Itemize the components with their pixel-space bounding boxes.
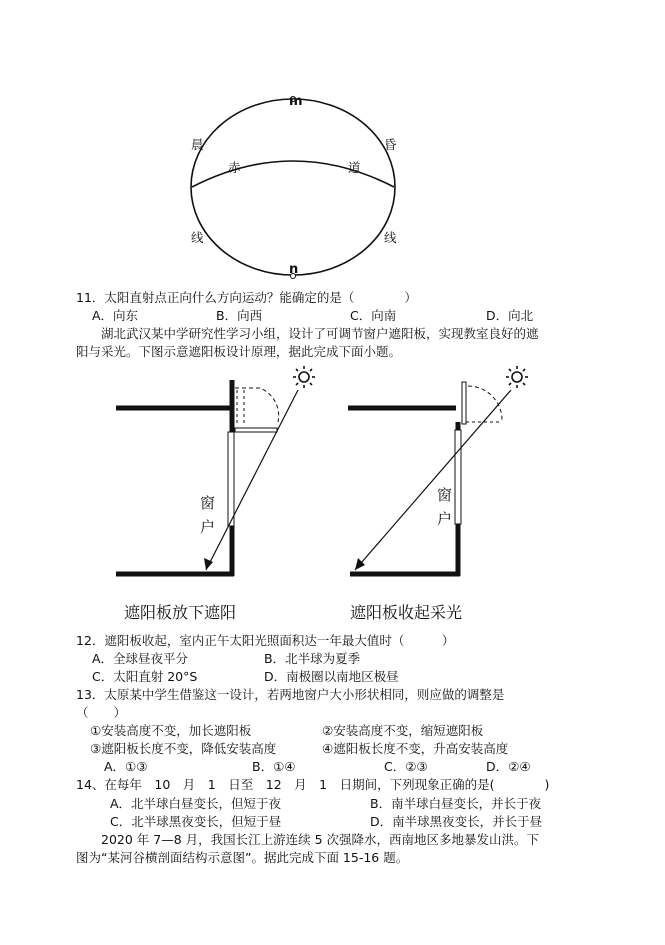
q12-option-d: D．南极圈以南地区极昼 [264, 669, 399, 684]
q11-stem: 11．太阳直射点正向什么方向运动？能确定的是（ ） [76, 290, 417, 305]
q11-option-b: B．向西 [216, 308, 263, 323]
q13-option-a: A．①③ [104, 759, 148, 774]
window-label-left-1: 窗 [200, 494, 216, 512]
q11-option-c: C．向南 [350, 308, 397, 323]
q11-option-d: D．向北 [486, 308, 534, 323]
q13-blank: （ ） [76, 705, 127, 720]
q12-option-b: B．北半球为夏季 [264, 651, 361, 666]
sun-icon [293, 366, 315, 388]
q13-option-b: B．①④ [252, 759, 296, 774]
q13-item-1: ①安装高度不变，加长遮阳板 [90, 723, 252, 738]
q13-option-d: D．②④ [486, 759, 531, 774]
q13-item-3: ③遮阳板长度不变，降低安装高度 [90, 741, 277, 756]
equator-arc [192, 161, 394, 187]
window-label-left-2: 户 [200, 518, 216, 536]
q14-option-c: C．北半球黑夜变长，但短于昼 [110, 814, 282, 829]
label-hun: 昏 [384, 137, 397, 152]
shading-board-diagram [110, 360, 550, 630]
q13-item-4: ④遮阳板长度不变，升高安装高度 [322, 741, 509, 756]
q14-option-d: D．南半球黑夜变长，并长于昼 [370, 814, 543, 829]
q13-option-c: C．②③ [384, 759, 428, 774]
earth-circle [191, 99, 395, 275]
caption-left: 遮阳板放下遮阳 [124, 603, 237, 622]
window-label-right-1: 窗 [437, 486, 453, 504]
label-n: n [289, 262, 299, 277]
q14-option-b: B．南半球白昼变长，并长于夜 [370, 796, 542, 811]
intro1-line1: 湖北武汉某中学研究性学习小组，设计了可调节窗户遮阳板，实现教室良好的遮 [76, 326, 539, 341]
q11-option-a: A．向东 [92, 308, 139, 323]
intro1-line2: 阳与采光。下图示意遮阳板设计原理，据此完成下面小题。 [76, 344, 402, 359]
earth-diagram [180, 90, 420, 290]
q12-stem: 12．遮阳板收起，室内正午太阳光照面积达一年最大值时（ ） [76, 633, 455, 648]
window-label-right-2: 户 [437, 510, 453, 528]
label-dao: 道 [348, 160, 361, 175]
q12-option-c: C．太阳直射 20°S [92, 669, 198, 684]
right-diagram [348, 366, 528, 576]
left-diagram [116, 366, 315, 576]
label-chi: 赤 [228, 160, 241, 175]
label-xian-left: 线 [191, 230, 204, 245]
q12-option-a: A．全球昼夜平分 [92, 651, 189, 666]
label-chen: 晨 [191, 137, 204, 152]
sun-icon [506, 366, 528, 388]
q13-item-2: ②安装高度不变，缩短遮阳板 [322, 723, 484, 738]
label-xian-right: 线 [384, 230, 397, 245]
intro2-line1: 2020 年 7—8 月，我国长江上游连续 5 次强降水，西南地区多地暴发山洪。下 [76, 832, 540, 847]
q14-option-a: A．北半球白昼变长，但短于夜 [110, 796, 282, 811]
intro2-line2: 图为“某河谷横剖面结构示意图”。据此完成下面 15-16 题。 [76, 850, 409, 865]
caption-right: 遮阳板收起采光 [350, 603, 463, 622]
q14-stem: 14、在每年 10 月 1 日至 12 月 1 日期间，下列现象正确的是( ) [76, 777, 550, 792]
q13-stem: 13．太原某中学生借鉴这一设计，若两地窗户大小形状相同，则应做的调整是 [76, 687, 505, 702]
label-m: m [289, 94, 303, 109]
